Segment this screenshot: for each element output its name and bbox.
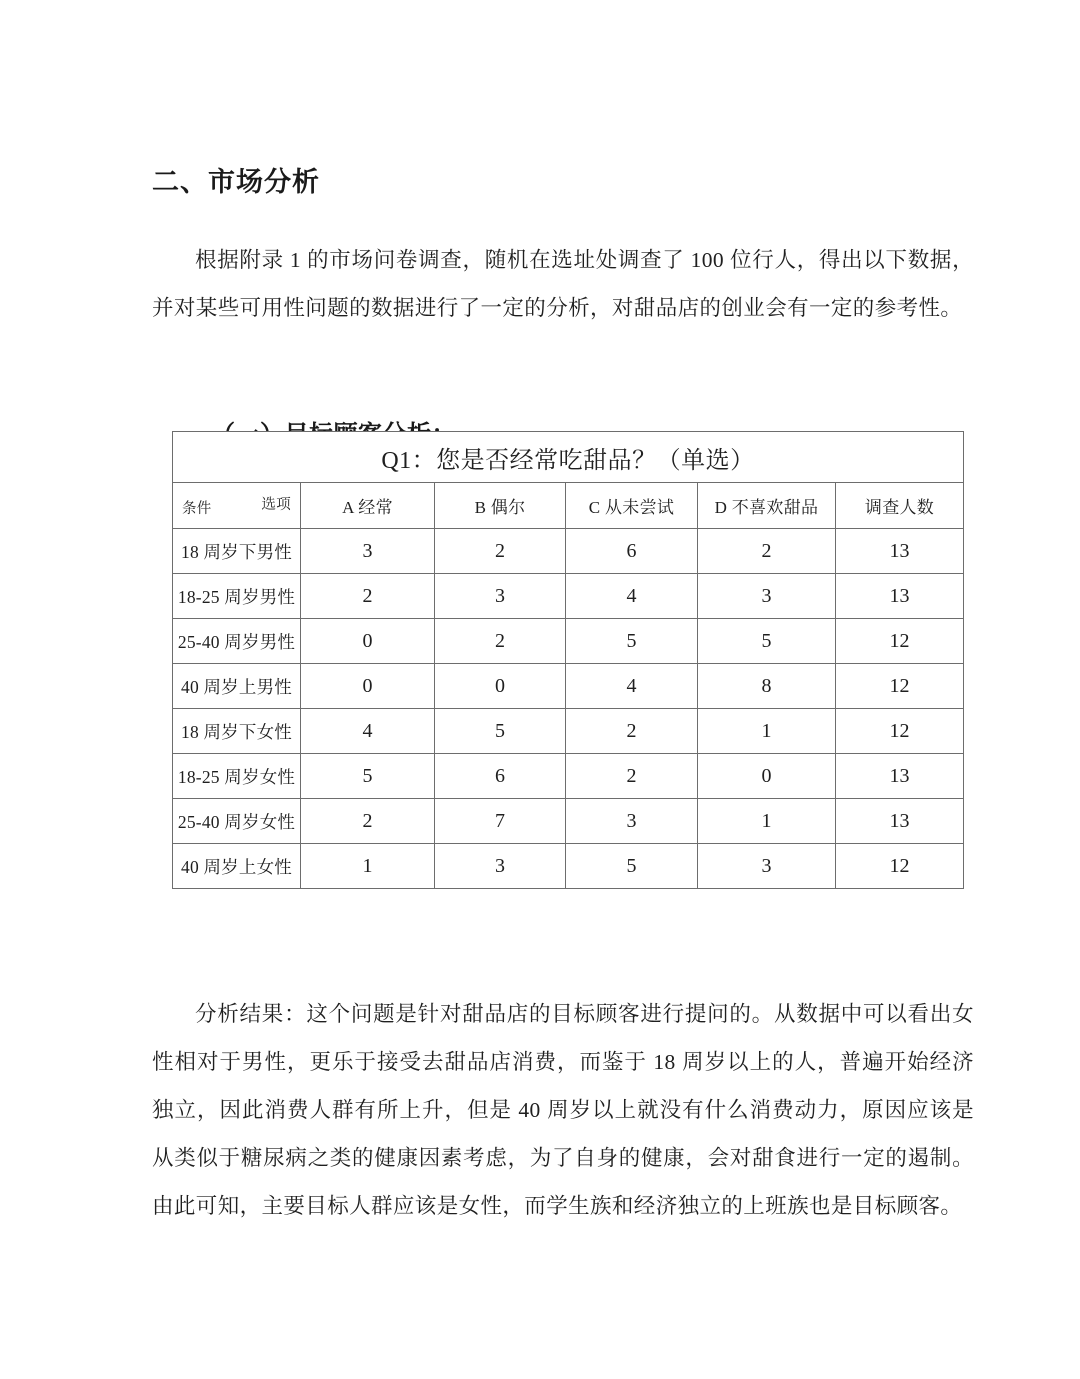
cell-c: 6 — [566, 529, 698, 574]
cell-total: 13 — [836, 799, 964, 844]
cell-a: 0 — [301, 664, 435, 709]
table-row — [173, 619, 964, 664]
table-row — [173, 529, 964, 574]
row-label: 18-25 周岁女性 — [173, 754, 301, 799]
cell-d: 2 — [698, 529, 836, 574]
table-corner-cell — [173, 483, 301, 529]
cell-c: 3 — [566, 799, 698, 844]
cell-total: 12 — [836, 709, 964, 754]
cell-c: 4 — [566, 664, 698, 709]
row-label: 40 周岁上女性 — [173, 844, 301, 889]
cell-d: 0 — [698, 754, 836, 799]
row-label: 25-40 周岁女性 — [173, 799, 301, 844]
cell-total: 12 — [836, 664, 964, 709]
cell-a: 2 — [301, 574, 435, 619]
cell-d: 3 — [698, 574, 836, 619]
cell-total: 13 — [836, 574, 964, 619]
cell-total: 12 — [836, 619, 964, 664]
table-row — [173, 754, 964, 799]
column-header-c: C 从未尝试 — [566, 483, 698, 529]
analysis-paragraph: 分析结果：这个问题是针对甜品店的目标顾客进行提问的。从数据中可以看出女性相对于男性，更乐于接受去甜品店消费，而鉴于 18 周岁以上的人，普遍开始经济独立，因此消费人群有所上升，但是 40 周岁以上就没有什么消费动力，原因应该是从类似于糖尿病之类的健康因素考虑，为了自身的健康，会对甜食进行一定的遏制。由此可知，主要目标人群应该是女性，而学生族和经济独立的上班族也是目标顾客。 — [152, 1001, 974, 1218]
cell-b: 0 — [435, 664, 566, 709]
row-label: 18 周岁下女性 — [173, 709, 301, 754]
cell-b: 3 — [435, 574, 566, 619]
table-row — [173, 664, 964, 709]
cell-b: 2 — [435, 619, 566, 664]
table-header-row — [173, 483, 964, 529]
cell-a: 3 — [301, 529, 435, 574]
table-row — [173, 799, 964, 844]
cell-a: 0 — [301, 619, 435, 664]
table-title: Q1：您是否经常吃甜品？（单选） — [173, 432, 964, 483]
cell-b: 2 — [435, 529, 566, 574]
cell-b: 5 — [435, 709, 566, 754]
survey-table — [172, 431, 964, 889]
column-header-total: 调查人数 — [836, 483, 964, 529]
cell-b: 6 — [435, 754, 566, 799]
survey-table-container — [172, 431, 963, 889]
cell-b: 3 — [435, 844, 566, 889]
cell-c: 5 — [566, 844, 698, 889]
cell-c: 4 — [566, 574, 698, 619]
section-heading: 二、市场分析 — [152, 167, 320, 198]
cell-d: 8 — [698, 664, 836, 709]
cell-c: 5 — [566, 619, 698, 664]
row-label: 18-25 周岁男性 — [173, 574, 301, 619]
table-row — [173, 844, 964, 889]
cell-a: 2 — [301, 799, 435, 844]
cell-b: 7 — [435, 799, 566, 844]
table-row — [173, 574, 964, 619]
table-row — [173, 709, 964, 754]
cell-a: 5 — [301, 754, 435, 799]
cell-a: 1 — [301, 844, 435, 889]
corner-condition-label: 条件 — [182, 501, 212, 517]
row-label: 40 周岁上男性 — [173, 664, 301, 709]
cell-c: 2 — [566, 754, 698, 799]
cell-c: 2 — [566, 709, 698, 754]
cell-total: 12 — [836, 844, 964, 889]
table-title-row — [173, 432, 964, 483]
cell-total: 13 — [836, 754, 964, 799]
cell-d: 1 — [698, 709, 836, 754]
column-header-b: B 偶尔 — [435, 483, 566, 529]
column-header-d: D 不喜欢甜品 — [698, 483, 836, 529]
row-label: 25-40 周岁男性 — [173, 619, 301, 664]
cell-d: 5 — [698, 619, 836, 664]
cell-total: 13 — [836, 529, 964, 574]
corner-option-label: 选项 — [261, 496, 291, 513]
intro-paragraph: 根据附录 1 的市场问卷调查，随机在选址处调查了 100 位行人，得出以下数据，并对某些可用性问题的数据进行了一定的分析，对甜品店的创业会有一定的参考性。 — [152, 247, 974, 320]
cell-a: 4 — [301, 709, 435, 754]
cell-d: 1 — [698, 799, 836, 844]
row-label: 18 周岁下男性 — [173, 529, 301, 574]
column-header-a: A 经常 — [301, 483, 435, 529]
cell-d: 3 — [698, 844, 836, 889]
